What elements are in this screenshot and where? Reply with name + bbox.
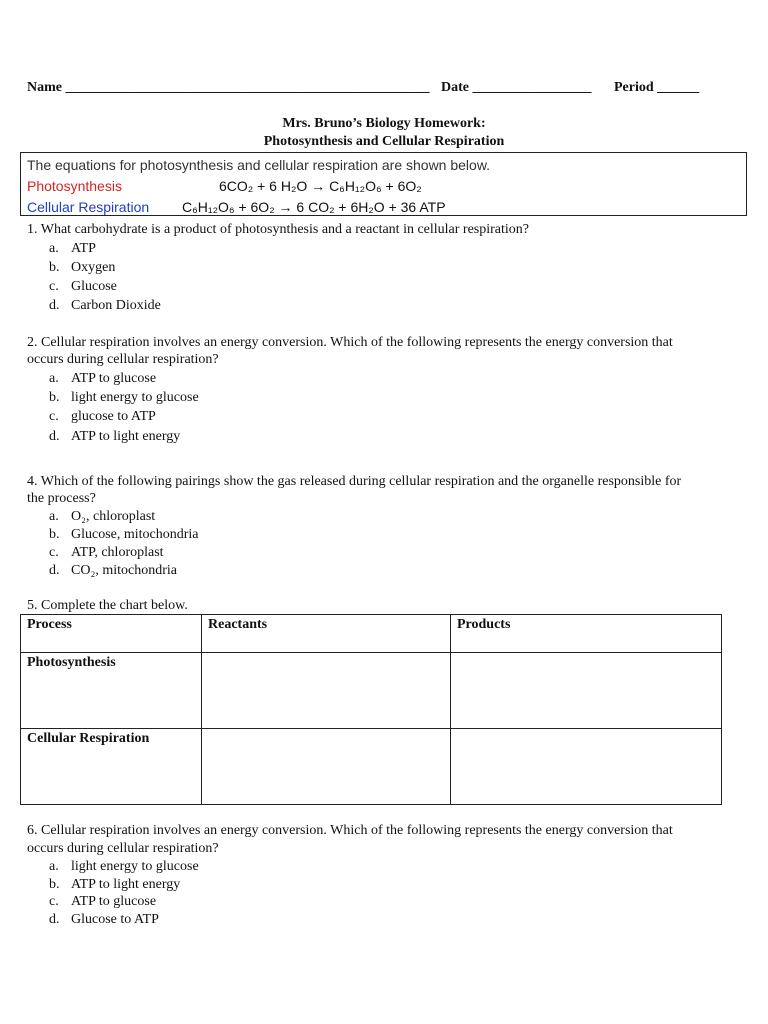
question-6-stem-cont: occurs during cellular respiration?	[27, 841, 219, 856]
process-chart	[20, 614, 722, 805]
question-1-option-b[interactable]: b. Oxygen	[49, 260, 116, 275]
photosynthesis-label: Photosynthesis	[27, 178, 122, 194]
respiration-equation: C₆H₁₂O₆ + 6O₂ → 6 CO₂ + 6H₂O + 36 ATP	[182, 199, 446, 215]
question-6-option-c[interactable]: c. ATP to glucose	[49, 894, 157, 909]
question-1-stem: 1. What carbohydrate is a product of photosynthesis and a reactant in cellular respiration?	[27, 222, 530, 237]
document-subtitle: Photosynthesis and Cellular Respiration	[263, 134, 505, 149]
question-2-option-d[interactable]: d. ATP to light energy	[49, 429, 181, 444]
chart-header-process: Process	[21, 615, 202, 653]
question-5-stem: 5. Complete the chart below.	[27, 598, 188, 613]
chart-header-products: Products	[451, 615, 722, 653]
chart-process-photosynthesis: Photosynthesis	[21, 653, 202, 729]
chart-products-photosynthesis-cell[interactable]	[451, 653, 722, 729]
respiration-label: Cellular Respiration	[27, 199, 150, 215]
question-1-option-c[interactable]: c. Glucose	[49, 279, 117, 294]
chart-header-reactants: Reactants	[202, 615, 451, 653]
chart-products-respiration-cell[interactable]	[451, 729, 722, 805]
name-field[interactable]: Name ____________________________________________________	[27, 80, 430, 95]
question-1-option-a[interactable]: a. ATP	[49, 241, 96, 256]
question-2-stem-cont: occurs during cellular respiration?	[27, 352, 219, 367]
period-field[interactable]: Period ______	[614, 80, 700, 95]
equations-box	[20, 152, 747, 216]
chart-header-row	[21, 615, 722, 653]
question-4-stem-cont: the process?	[27, 491, 96, 506]
question-4-option-c[interactable]: c. ATP, chloroplast	[49, 545, 164, 560]
question-6-stem: 6. Cellular respiration involves an energy conversion. Which of the following represents the energy conversion that	[27, 823, 673, 838]
question-4-option-b[interactable]: b. Glucose, mitochondria	[49, 527, 199, 542]
chart-process-respiration: Cellular Respiration	[21, 729, 202, 805]
question-6-option-b[interactable]: b. ATP to light energy	[49, 877, 181, 892]
question-4-option-a[interactable]: a. O₂, chloroplast	[49, 509, 156, 524]
question-6-option-a[interactable]: a. light energy to glucose	[49, 859, 199, 874]
question-4-stem: 4. Which of the following pairings show the gas released during cellular respiration and the organelle responsible for	[27, 474, 682, 489]
question-2-stem: 2. Cellular respiration involves an energy conversion. Which of the following represents the energy conversion that	[27, 335, 673, 350]
question-2-option-b[interactable]: b. light energy to glucose	[49, 390, 199, 405]
question-2-option-c[interactable]: c. glucose to ATP	[49, 409, 156, 424]
document-title: Mrs. Bruno’s Biology Homework:	[282, 116, 486, 131]
question-2-option-a[interactable]: a. ATP to glucose	[49, 371, 157, 386]
chart-row	[21, 729, 722, 805]
question-4-option-d[interactable]: d. CO₂, mitochondria	[49, 563, 177, 578]
equations-intro: The equations for photosynthesis and cellular respiration are shown below.	[27, 157, 491, 173]
question-6-option-d[interactable]: d. Glucose to ATP	[49, 912, 159, 927]
chart-reactants-photosynthesis-cell[interactable]	[202, 653, 451, 729]
chart-reactants-respiration-cell[interactable]	[202, 729, 451, 805]
photosynthesis-equation: 6CO₂ + 6 H₂O → C₆H₁₂O₆ + 6O₂	[219, 178, 422, 194]
question-1-option-d[interactable]: d. Carbon Dioxide	[49, 298, 161, 313]
student-info-header	[27, 80, 727, 98]
date-field[interactable]: Date _________________	[441, 80, 592, 95]
chart-row	[21, 653, 722, 729]
